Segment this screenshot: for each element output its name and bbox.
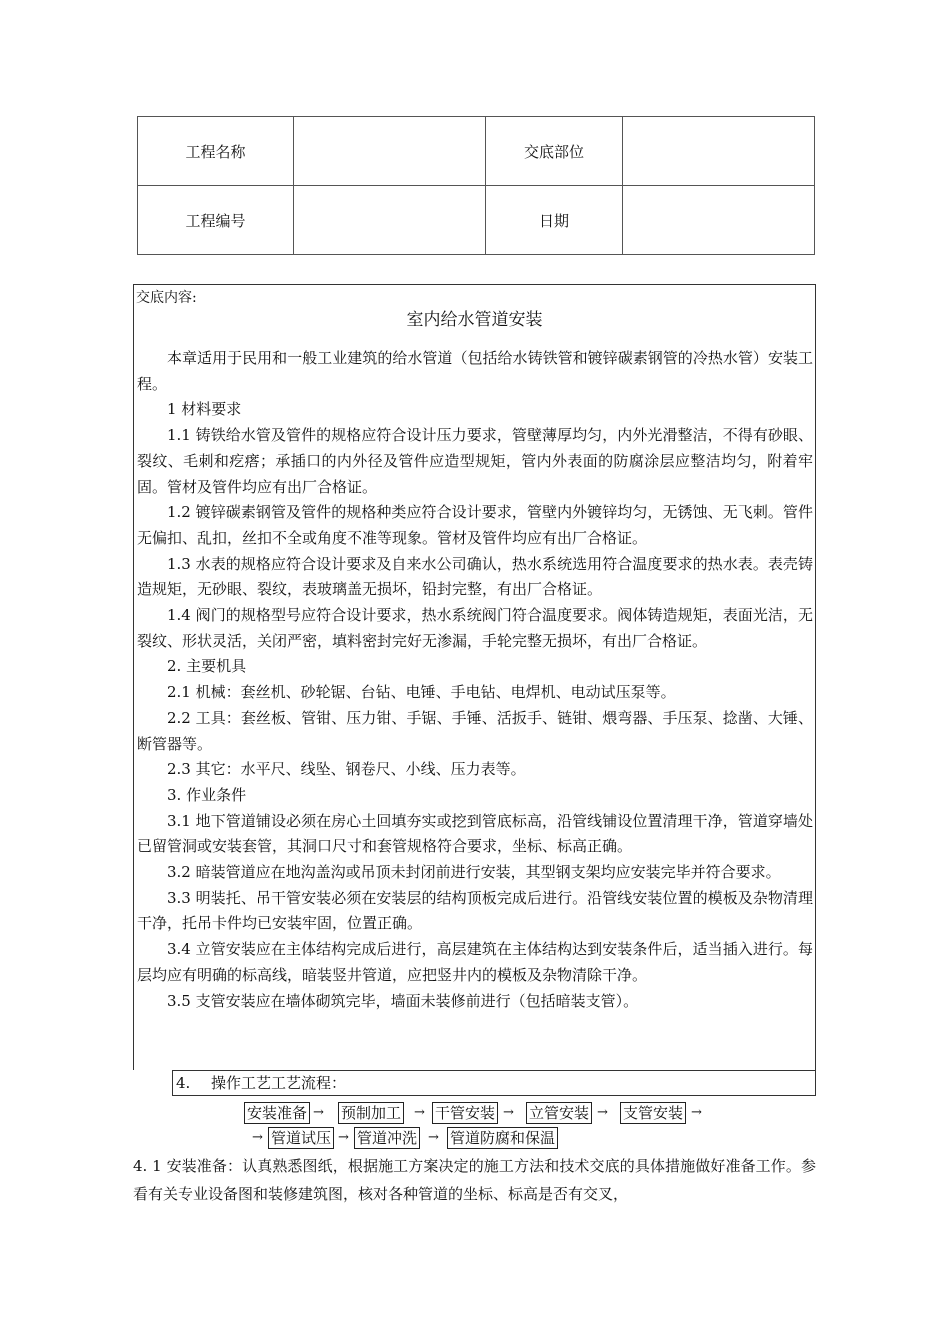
section-4-number: 4.	[176, 1074, 191, 1092]
flow-arrow: →	[414, 1105, 425, 1120]
flow-step: 管道冲洗	[354, 1127, 420, 1149]
paragraph: 3. 作业条件	[167, 785, 247, 804]
flow-arrow: →	[597, 1105, 608, 1120]
paragraph: 2.1 机械：套丝机、砂轮锯、台钻、电锤、手电钻、电焊机、电动试压泵等。	[167, 683, 676, 702]
header-row-2	[138, 186, 815, 255]
footer-text-block	[133, 1152, 816, 1208]
flow-arrow: →	[252, 1130, 263, 1145]
paragraph: 3.2 暗装管道应在地沟盖沟或吊顶未封闭前进行安装，其型钢支架均应安装完毕并符合要求。	[167, 863, 781, 882]
section-4-label: 操作工艺工艺流程：	[211, 1074, 347, 1092]
paragraph: 1.4 阀门的规格型号应符合设计要求，热水系统阀门符合温度要求。阀体铸造规矩，表面光洁，无裂纹、形状灵活，关闭严密，填料密封完好无渗漏，手轮完整无损坏，有出厂合格证。	[137, 606, 813, 650]
part-label: 交底部位	[486, 117, 623, 186]
paragraph: 1.2 镀锌碳素钢管及管件的规格种类应符合设计要求，管壁内外镀锌均匀，无锈蚀、无飞刺。管件无偏扣、乱扣，丝扣不全或角度不准等现象。管材及管件均应有出厂合格证。	[137, 503, 813, 547]
paragraph: 本章适用于民用和一般工业建筑的给水管道（包括给水铸铁管和镀锌碳素钢管的冷热水管）安装工程。	[137, 349, 813, 393]
paragraph: 1.1 铸铁给水管及管件的规格应符合设计压力要求，管壁薄厚均匀，内外光滑整洁，不得有砂眼、裂纹、毛刺和疙瘩；承插口的内外径及管件应造型规矩，管内外表面的防腐涂层应整洁均匀，附着牢固。管材及管件均应有出厂合格证。	[137, 426, 813, 496]
paragraph: 3.5 支管安装应在墙体砌筑完毕，墙面未装修前进行（包括暗装支管）。	[167, 991, 639, 1010]
section-4-row	[172, 1070, 816, 1096]
header-table	[137, 116, 815, 255]
project-no-label: 工程编号	[138, 186, 294, 255]
paragraph: 1.3 水表的规格应符合设计要求及自来水公司确认，热水系统选用符合温度要求的热水表。表壳铸造规矩，无砂眼、裂纹，表玻璃盖无损坏，铅封完整，有出厂合格证。	[137, 554, 813, 599]
paragraph: 2.3 其它：水平尺、线坠、钢卷尺、小线、压力表等。	[167, 760, 526, 779]
footer-paragraph: 4. 1 安装准备：认真熟悉图纸，根据施工方案决定的施工方法和技术交底的具体措施做好准备工作。参看有关专业设备图和装修建筑图，核对各种管道的坐标、标高是否有交叉，	[133, 1157, 816, 1203]
header-row-1	[138, 117, 815, 186]
paragraph: 3.1 地下管道铺设必须在房心土回填夯实或挖到管底标高，沿管线铺设位置清理干净，管道穿墙处已留管洞或安装套管，其洞口尺寸和套管规格符合要求，坐标、标高正确。	[137, 811, 813, 856]
flow-step: 安装准备	[244, 1102, 310, 1124]
flow-arrow: →	[428, 1130, 439, 1145]
flow-arrow: →	[691, 1105, 702, 1120]
flow-step: 干管安装	[432, 1102, 498, 1124]
part-value	[623, 117, 815, 186]
page-title: 室内给水管道安装	[406, 310, 543, 330]
flow-arrow: →	[503, 1105, 514, 1120]
content-label: 交底内容:	[136, 290, 197, 306]
paragraph: 2. 主要机具	[167, 657, 247, 676]
flow-arrow: →	[313, 1105, 324, 1120]
content-body	[137, 346, 813, 1014]
paragraph: 3.4 立管安装应在主体结构完成后进行，高层建筑在主体结构达到安装条件后，适当插入进行。每层均应有明确的标高线，暗装竖井管道，应把竖井内的模板及杂物清除干净。	[137, 940, 813, 984]
flow-step: 支管安装	[620, 1102, 686, 1124]
project-name-label: 工程名称	[138, 117, 294, 186]
project-no-value	[294, 186, 486, 255]
paragraph: 2.2 工具：套丝板、管钳、压力钳、手锯、手锤、活扳手、链钳、煨弯器、手压泵、捻凿、大锤、断管器等。	[137, 708, 813, 753]
paragraph: 3.3 明装托、吊干管安装必须在安装层的结构顶板完成后进行。沿管线安装位置的模板及杂物清理干净，托吊卡件均已安装牢固，位置正确。	[137, 888, 813, 933]
project-name-value	[294, 117, 486, 186]
flow-arrow: →	[338, 1130, 349, 1145]
flow-step: 预制加工	[338, 1102, 404, 1124]
flow-step: 管道试压	[268, 1127, 334, 1149]
paragraph: 1 材料要求	[167, 400, 242, 419]
flow-step: 立管安装	[526, 1102, 592, 1124]
flow-step: 管道防腐和保温	[447, 1127, 558, 1149]
date-value	[623, 186, 815, 255]
date-label: 日期	[486, 186, 623, 255]
